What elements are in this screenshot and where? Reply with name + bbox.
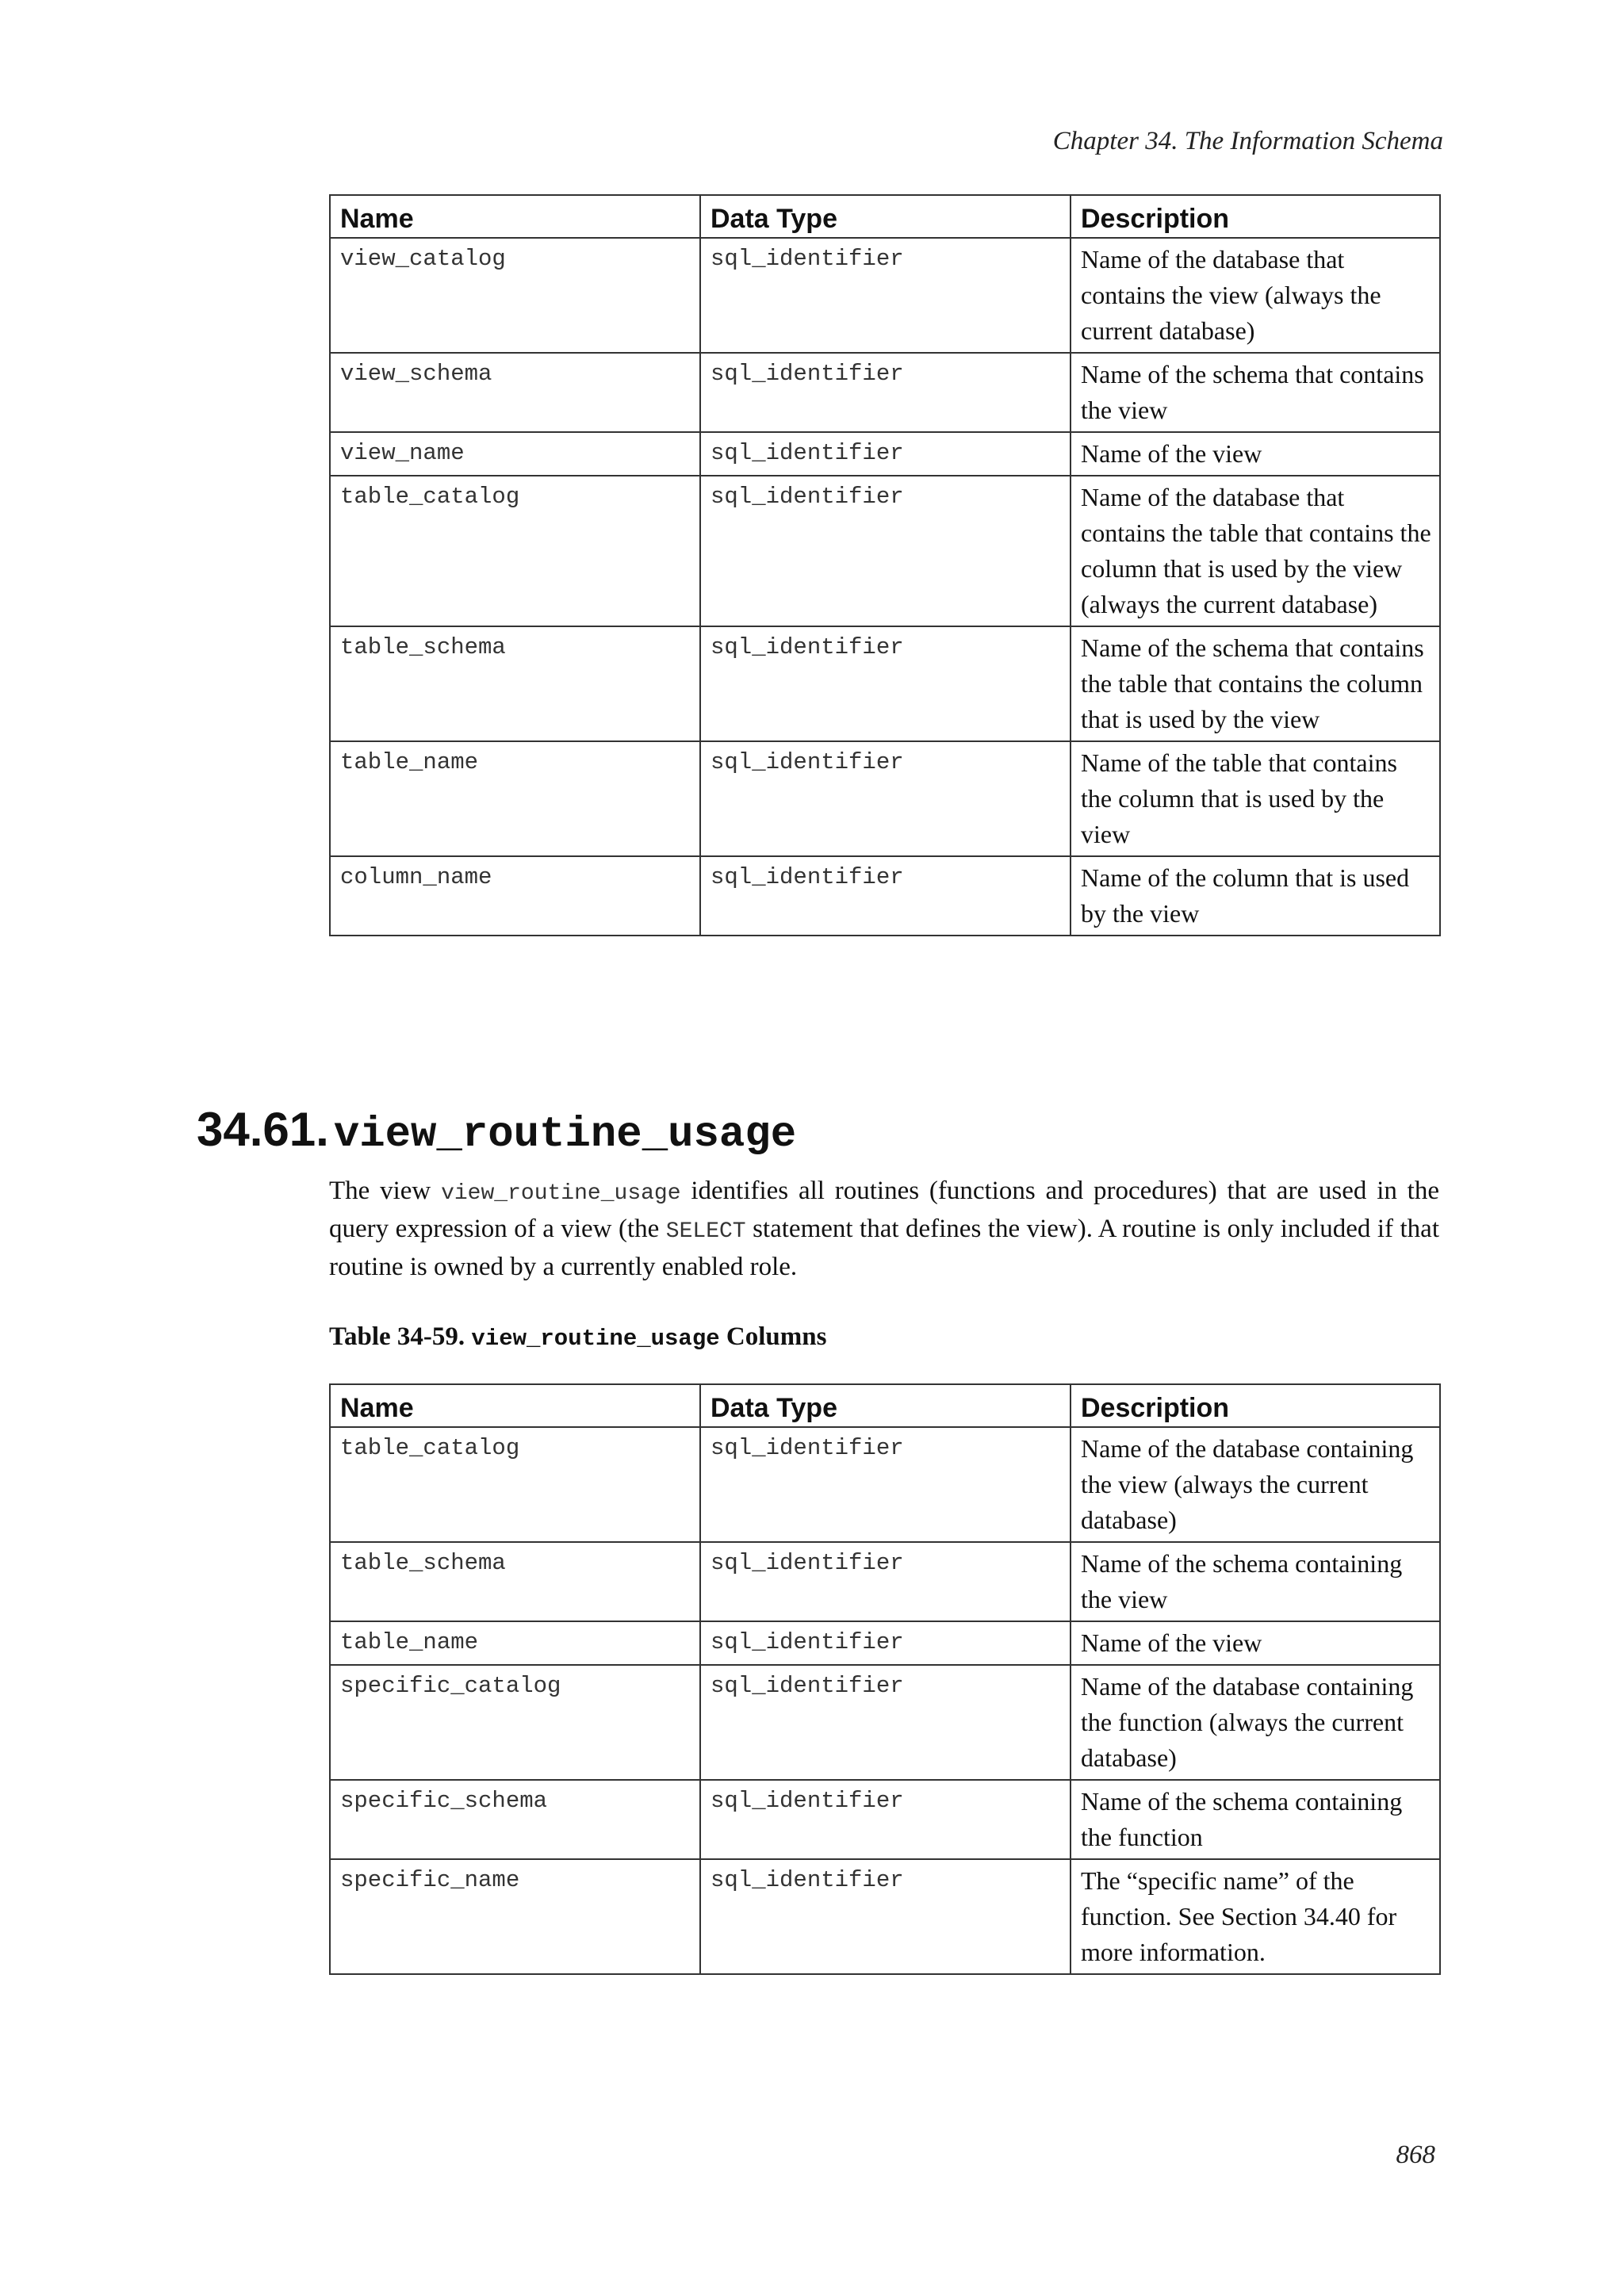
table-row — [330, 476, 1440, 626]
caption-suffix: Columns — [719, 1322, 827, 1351]
cell-name: specific_name — [330, 1859, 700, 1974]
table-row — [330, 626, 1440, 741]
cell-description: Name of the schema that contains the table that contains the column that is used by the view — [1071, 626, 1440, 741]
cell-data-type: sql_identifier — [700, 476, 1071, 626]
caption-code: view_routine_usage — [471, 1326, 720, 1352]
table-row — [330, 432, 1440, 476]
cell-name: view_schema — [330, 353, 700, 432]
column-header-data-type: Data Type — [700, 1384, 1071, 1427]
section-intro-paragraph — [329, 1173, 1439, 1285]
cell-name: view_name — [330, 432, 700, 476]
cell-name: specific_catalog — [330, 1665, 700, 1780]
cell-description: Name of the schema containing the view — [1071, 1542, 1440, 1621]
intro-code-select: SELECT — [665, 1219, 746, 1244]
cell-description: Name of the database containing the function (always the current database) — [1071, 1665, 1440, 1780]
running-header: Chapter 34. The Information Schema — [1052, 127, 1443, 155]
page-number: 868 — [1396, 2141, 1435, 2169]
table-row — [330, 1542, 1440, 1621]
table-row — [330, 1859, 1440, 1974]
intro-text: statement that defines the view). A routine is only included if that routine is owned by a currently enabled role. — [329, 1215, 1439, 1281]
cell-name: table_catalog — [330, 476, 700, 626]
cell-description: Name of the database that contains the table that contains the column that is used by the view (always the current database) — [1071, 476, 1440, 626]
column-header-description: Description — [1071, 195, 1440, 238]
column-header-name: Name — [330, 1384, 700, 1427]
table-header-row — [330, 1384, 1440, 1427]
caption-prefix: Table 34-59. — [329, 1322, 472, 1351]
cell-description: Name of the table that contains the column that is used by the view — [1071, 741, 1440, 856]
table-row — [330, 1621, 1440, 1665]
table-row — [330, 1427, 1440, 1542]
cell-data-type: sql_identifier — [700, 1427, 1071, 1542]
cell-description: Name of the view — [1071, 1621, 1440, 1665]
cell-data-type: sql_identifier — [700, 432, 1071, 476]
intro-text: identifies all routines (functions and procedures) that are used in the query expression of a view (the — [329, 1177, 1439, 1243]
cell-data-type: sql_identifier — [700, 626, 1071, 741]
cell-description: Name of the database that contains the view (always the current database) — [1071, 238, 1440, 353]
cell-description: Name of the view — [1071, 432, 1440, 476]
cell-name: view_catalog — [330, 238, 700, 353]
section-heading — [197, 1102, 796, 1159]
cell-description: The “specific name” of the function. See Section 34.40 for more information. — [1071, 1859, 1440, 1974]
columns-table-view-column-usage — [329, 194, 1441, 936]
cell-data-type: sql_identifier — [700, 238, 1071, 353]
cell-data-type: sql_identifier — [700, 1542, 1071, 1621]
column-header-data-type: Data Type — [700, 195, 1071, 238]
cell-data-type: sql_identifier — [700, 856, 1071, 936]
columns-table-view-routine-usage — [329, 1383, 1441, 1975]
cell-name: table_name — [330, 1621, 700, 1665]
cell-name: table_name — [330, 741, 700, 856]
table-row — [330, 741, 1440, 856]
section-number: 34.61. — [197, 1103, 329, 1156]
cell-description: Name of the schema that contains the view — [1071, 353, 1440, 432]
cell-data-type: sql_identifier — [700, 1665, 1071, 1780]
cell-description: Name of the schema containing the function — [1071, 1780, 1440, 1859]
section-title: view_routine_usage — [333, 1111, 797, 1159]
column-header-name: Name — [330, 195, 700, 238]
cell-name: table_schema — [330, 626, 700, 741]
cell-data-type: sql_identifier — [700, 1859, 1071, 1974]
intro-text: The view — [329, 1177, 442, 1205]
table-row — [330, 856, 1440, 936]
table-header-row — [330, 195, 1440, 238]
cell-name: specific_schema — [330, 1780, 700, 1859]
table-row — [330, 353, 1440, 432]
cell-data-type: sql_identifier — [700, 1780, 1071, 1859]
cell-data-type: sql_identifier — [700, 353, 1071, 432]
column-header-description: Description — [1071, 1384, 1440, 1427]
table-row — [330, 1780, 1440, 1859]
intro-code-view-name: view_routine_usage — [441, 1181, 681, 1206]
table-row — [330, 238, 1440, 353]
cell-data-type: sql_identifier — [700, 741, 1071, 856]
cell-description: Name of the column that is used by the view — [1071, 856, 1440, 936]
cell-name: column_name — [330, 856, 700, 936]
cell-description: Name of the database containing the view (always the current database) — [1071, 1427, 1440, 1542]
cell-data-type: sql_identifier — [700, 1621, 1071, 1665]
table-row — [330, 1665, 1440, 1780]
cell-name: table_schema — [330, 1542, 700, 1621]
table-caption — [329, 1322, 826, 1352]
cell-name: table_catalog — [330, 1427, 700, 1542]
